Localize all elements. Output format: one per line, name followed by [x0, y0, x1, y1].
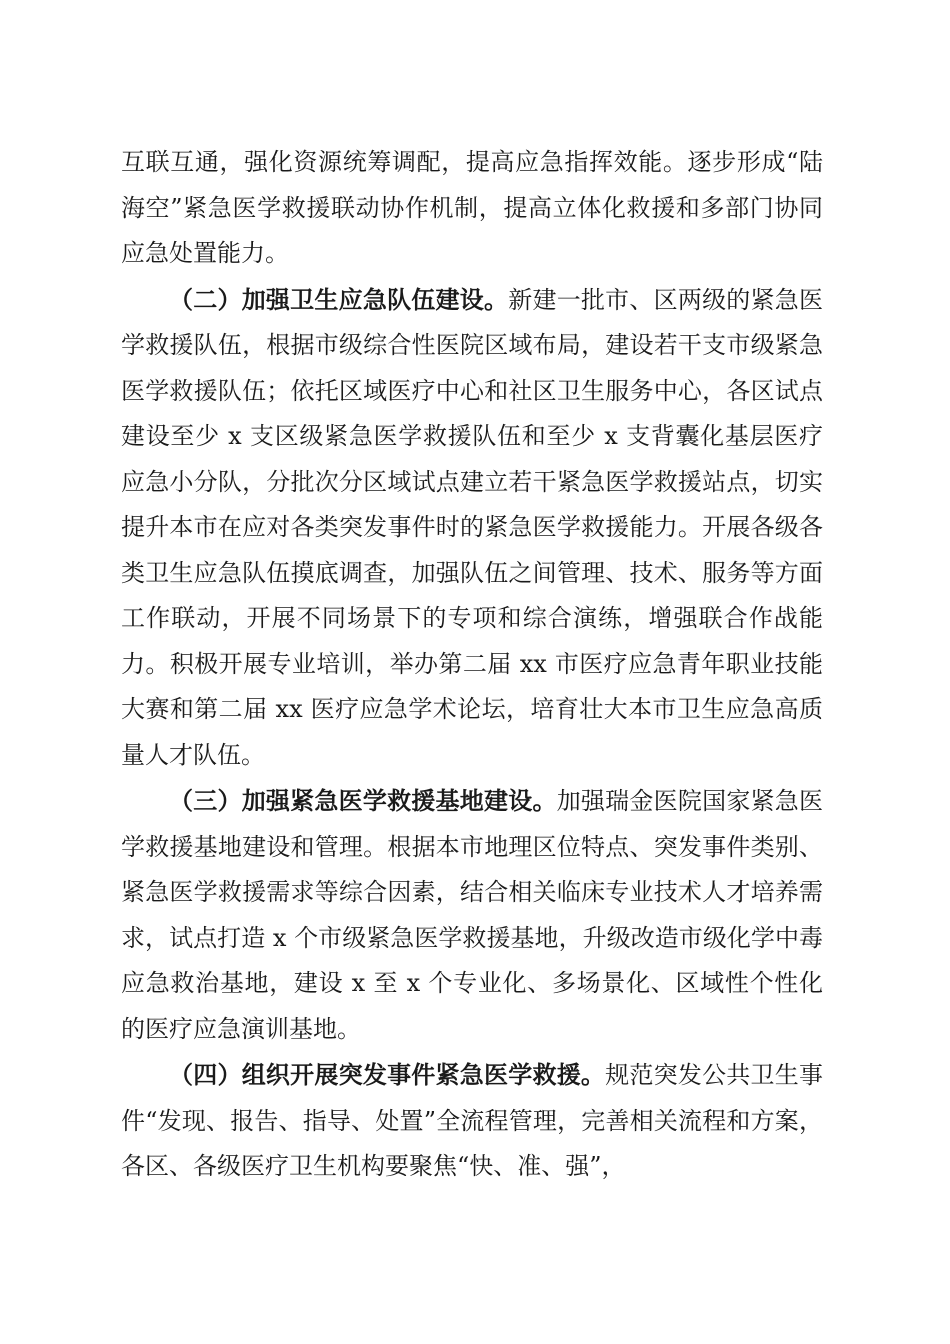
- paragraph-heading: （二）加强卫生应急队伍建设。: [169, 284, 509, 314]
- paragraph-emergency-rescue: [121, 1052, 823, 1190]
- paragraph-team-building: [121, 277, 823, 779]
- paragraph-text: 互联互通，强化资源统筹调配，提高应急指挥效能。逐步形成“陆海空”紧急医学救援联动协作机制，提高立体化救援和多部门协同应急处置能力。: [121, 148, 823, 267]
- paragraph-base-building: [121, 778, 823, 1052]
- paragraph-continuation: [121, 140, 823, 277]
- paragraph-text: 加强瑞金医院国家紧急医学救援基地建设和管理。根据本市地理区位特点、突发事件类别、紧急医学救援需求等综合因素，结合相关临床专业技术人才培养需求，试点打造 x 个市级紧急医学救援基地，升级改造市级化学中毒应急救治基地，建设 x 至 x 个专业化、多场景化、区域性个性化的医疗应急演训基地。: [121, 787, 824, 1043]
- paragraph-text: 规范突发公共卫生事件“发现、报告、指导、处置”全流程管理，完善相关流程和方案，各区、各级医疗卫生机构要聚焦“快、准、强”，: [121, 1061, 824, 1180]
- paragraph-heading: （四）组织开展突发事件紧急医学救援。: [169, 1060, 606, 1089]
- paragraph-text: 新建一批市、区两级的紧急医学救援队伍，根据市级综合性医院区域布局，建设若干支市级紧急医学救援队伍；依托区域医疗中心和社区卫生服务中心，各区试点建设至少 x 支区级紧急医学救援队伍和至少 x 支背囊化基层医疗应急小分队，分批次分区域试点建立若干紧急医学救援站点，切实提升本市在应对各类突发事件时的紧急医学救援能力。开展各级各类卫生应急队伍摸底调查，加强队伍之间管理、技术、服务等方面工作联动，开展不同场景下的专项和综合演练，增强联合作战能力。积极开展专业培训，举办第二届 xx 市医疗应急青年职业技能大赛和第二届 xx 医疗应急学术论坛，培育壮大本市卫生应急高质量人才队伍。: [121, 285, 824, 769]
- paragraph-heading: （三）加强紧急医学救援基地建设。: [169, 786, 557, 815]
- document-body: [121, 140, 823, 1190]
